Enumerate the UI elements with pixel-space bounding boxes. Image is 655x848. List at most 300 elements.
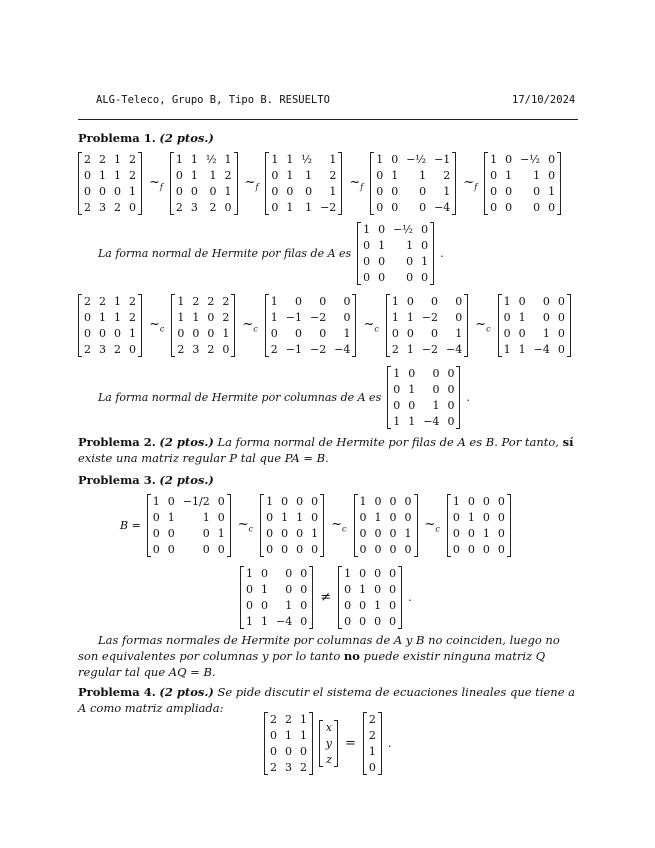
equals-symbol: = xyxy=(345,736,356,751)
matrix-cell: 2 xyxy=(84,295,91,308)
matrix-cell: 3 xyxy=(99,343,106,356)
matrix-cell: 1 xyxy=(286,201,294,214)
p1-row-reduction xyxy=(78,152,561,215)
matrix-cell: 1 xyxy=(359,495,367,508)
matrix-cell: −4 xyxy=(276,615,293,628)
matrix-cell: 2 xyxy=(222,295,230,308)
matrix-cell: 2 xyxy=(329,169,337,182)
matrix-cell: 0 xyxy=(391,185,399,198)
matrix-cell: 2 xyxy=(84,201,91,214)
matrix-cell: 0 xyxy=(497,495,505,508)
matrix-cell: 1 xyxy=(548,185,556,198)
matrix-cell: 0 xyxy=(548,153,556,166)
matrix-cell: 1 xyxy=(542,327,550,340)
matrix-cell: 0 xyxy=(482,495,490,508)
matrix-cell: 1 xyxy=(300,713,307,726)
matrix-cell: 1 xyxy=(374,511,382,524)
matrix-cell: 0 xyxy=(467,495,475,508)
p1-col-matrix-2 xyxy=(171,294,235,357)
header-rule xyxy=(78,119,578,120)
matrix-cell: 1 xyxy=(393,367,401,380)
matrix-cell: 0 xyxy=(295,295,302,308)
matrix-cell: 1 xyxy=(518,311,526,324)
matrix-cell: 0 xyxy=(389,527,397,540)
p1-col-matrix-3 xyxy=(265,294,357,357)
matrix-cell: 0 xyxy=(281,543,289,556)
p1-col-op: $\sim_c$ xyxy=(242,317,258,334)
matrix-cell: 0 xyxy=(177,327,185,340)
matrix-cell: 0 xyxy=(296,543,304,556)
matrix-cell: −4 xyxy=(446,343,463,356)
matrix-cell: 0 xyxy=(548,169,556,182)
matrix-cell: 0 xyxy=(246,583,253,596)
p3-b-label: B = xyxy=(120,519,141,532)
matrix-cell: 0 xyxy=(393,383,401,396)
p3-conclusion-a: Las formas normales de Hermite por columnas de A y B no coinciden, luego no son equivalentes por columnas y por lo tanto xyxy=(78,633,560,663)
matrix-cell: 0 xyxy=(266,527,274,540)
matrix-cell: −4 xyxy=(334,343,351,356)
p1-row-op: $\sim_f$ xyxy=(244,175,259,192)
matrix-cell: 0 xyxy=(363,271,371,284)
matrix-cell: 0 xyxy=(84,311,91,324)
matrix-cell: 1 xyxy=(270,295,278,308)
matrix-cell: 2 xyxy=(192,295,200,308)
matrix-cell: −½ xyxy=(520,153,541,166)
matrix-cell: 0 xyxy=(266,543,274,556)
matrix-cell: 1 xyxy=(202,511,210,524)
matrix-cell: 1 xyxy=(246,615,253,628)
matrix-cell: 1 xyxy=(443,185,451,198)
matrix-cell: 1 xyxy=(114,153,121,166)
matrix-cell: 1 xyxy=(482,527,490,540)
p3-neq-right-matrix xyxy=(338,566,402,629)
matrix-cell: 0 xyxy=(497,511,505,524)
matrix-cell: 1 xyxy=(266,495,274,508)
hermite-row-matrix xyxy=(357,222,434,285)
matrix-cell: 0 xyxy=(359,567,367,580)
matrix-cell: 0 xyxy=(84,327,91,340)
p1-row-matrix-5 xyxy=(484,152,561,215)
p3-pts: (2 ptos.) xyxy=(159,473,214,487)
matrix-cell: 0 xyxy=(344,583,352,596)
matrix-cell: 1 xyxy=(363,223,371,236)
p1-row-result-matrix xyxy=(357,222,434,285)
matrix-cell: 0 xyxy=(389,543,397,556)
matrix-cell: 0 xyxy=(281,495,289,508)
matrix-cell: 0 xyxy=(518,327,526,340)
p1-title: Problema 1. xyxy=(78,131,156,145)
matrix-cell: 1 xyxy=(114,295,121,308)
matrix-cell: 1 xyxy=(261,583,268,596)
matrix-cell: 0 xyxy=(359,511,367,524)
matrix-cell: 0 xyxy=(378,271,386,284)
matrix-cell: 0 xyxy=(467,543,475,556)
matrix-cell: 0 xyxy=(374,527,382,540)
p4-system: 2 2 1 0 1 1 0 0 0 2 3 2 x y z = 2 2 1 0 . xyxy=(264,712,391,775)
matrix-cell: 0 xyxy=(261,599,268,612)
matrix-cell: 0 xyxy=(217,495,225,508)
matrix-cell: 0 xyxy=(246,599,253,612)
matrix-cell: 0 xyxy=(404,511,412,524)
matrix-cell: 1 xyxy=(391,295,399,308)
p1-col-result-matrix xyxy=(387,366,460,429)
matrix-cell: 0 xyxy=(447,383,455,396)
matrix-cell: 1 xyxy=(281,511,289,524)
matrix-cell: 0 xyxy=(378,255,386,268)
matrix-cell: −½ xyxy=(393,223,414,236)
matrix-cell: 0 xyxy=(505,153,513,166)
matrix-cell: 1 xyxy=(329,185,337,198)
matrix-cell: 0 xyxy=(167,495,175,508)
matrix-cell: 1 xyxy=(408,415,416,428)
matrix-cell: 0 xyxy=(363,239,371,252)
matrix-cell: 0 xyxy=(389,583,397,596)
matrix-cell: 0 xyxy=(270,729,277,742)
matrix-cell: 0 xyxy=(432,383,440,396)
p3-comparison: 1 0 0 0 0 1 0 0 0 0 1 0 1 1 −4 0 ≠ 1 0 0 0 0 1 0 0 0 0 1 0 0 0 0 0 . xyxy=(240,566,412,629)
matrix-cell: 1 xyxy=(378,239,386,252)
matrix-cell: 0 xyxy=(343,311,351,324)
matrix-cell: 1 xyxy=(129,185,136,198)
matrix-cell: 0 xyxy=(300,615,308,628)
matrix-cell: 0 xyxy=(271,201,279,214)
p1-col-op: $\sim_c$ xyxy=(363,317,379,334)
matrix-cell: 3 xyxy=(99,201,106,214)
matrix-cell: 0 xyxy=(490,185,498,198)
matrix-cell: 0 xyxy=(503,327,511,340)
matrix-cell: 1 xyxy=(455,327,463,340)
matrix-cell: 0 xyxy=(376,201,384,214)
header-date: 17/10/2024 xyxy=(512,94,576,106)
matrix-cell: 1 xyxy=(286,169,294,182)
matrix-cell: 0 xyxy=(167,527,175,540)
matrix-cell: 2 xyxy=(222,311,230,324)
matrix-cell: 0 xyxy=(285,745,292,758)
p1-pts: (2 ptos.) xyxy=(159,131,214,145)
matrix-cell: y xyxy=(325,737,332,750)
matrix-cell: 2 xyxy=(129,295,136,308)
p3-matrix-1 xyxy=(147,494,231,557)
matrix-cell: 1 xyxy=(246,567,253,580)
matrix-cell: 0 xyxy=(505,201,513,214)
matrix-cell: 1 xyxy=(300,729,307,742)
matrix-cell: 2 xyxy=(177,343,185,356)
p3-conclusion-bold: no xyxy=(343,649,360,663)
p4-matrix-a xyxy=(264,712,313,775)
matrix-cell: 1 xyxy=(329,153,337,166)
p3-col-reduction xyxy=(120,494,511,557)
matrix-cell: −4 xyxy=(423,415,440,428)
matrix-cell: 0 xyxy=(406,255,414,268)
matrix-cell: 1 xyxy=(129,327,136,340)
matrix-cell: 0 xyxy=(503,311,511,324)
matrix-cell: 0 xyxy=(368,761,376,774)
matrix-cell: 1 xyxy=(224,185,232,198)
p3-matrix-4 xyxy=(447,494,511,557)
matrix-cell: 2 xyxy=(391,343,399,356)
matrix-cell: 1 xyxy=(271,153,279,166)
p1-col-matrix-5 xyxy=(498,294,571,357)
matrix-cell: 0 xyxy=(311,543,319,556)
matrix-cell: 0 xyxy=(406,271,414,284)
matrix-cell: 0 xyxy=(404,543,412,556)
matrix-cell: −2 xyxy=(320,201,337,214)
matrix-cell: −½ xyxy=(406,153,427,166)
matrix-cell: 0 xyxy=(285,583,293,596)
matrix-cell: 0 xyxy=(305,185,313,198)
matrix-cell: 1 xyxy=(270,311,278,324)
matrix-cell: 0 xyxy=(490,201,498,214)
matrix-cell: 0 xyxy=(542,295,550,308)
matrix-cell: 0 xyxy=(296,495,304,508)
matrix-cell: 0 xyxy=(542,311,550,324)
matrix-cell: 0 xyxy=(557,295,565,308)
matrix-cell: 0 xyxy=(421,223,429,236)
matrix-cell: 1 xyxy=(167,511,175,524)
matrix-cell: 1 xyxy=(296,511,304,524)
matrix-cell: 2 xyxy=(270,713,277,726)
matrix-cell: 0 xyxy=(406,295,414,308)
p4-text: Se pide discutir el sistema de ecuaciones lineales que tiene a A como matriz ampliada: xyxy=(78,685,576,715)
matrix-cell: −1/2 xyxy=(182,495,210,508)
matrix-cell: 1 xyxy=(305,169,313,182)
matrix-cell: 0 xyxy=(533,185,541,198)
matrix-cell: 1 xyxy=(432,399,440,412)
matrix-cell: −4 xyxy=(533,343,550,356)
matrix-cell: 0 xyxy=(84,185,91,198)
matrix-cell: −1 xyxy=(434,153,451,166)
matrix-cell: 2 xyxy=(175,201,183,214)
matrix-cell: 0 xyxy=(548,201,556,214)
matrix-cell: 0 xyxy=(152,543,160,556)
matrix-cell: 1 xyxy=(99,169,106,182)
matrix-cell: 0 xyxy=(455,295,463,308)
matrix-cell: 0 xyxy=(129,343,136,356)
matrix-cell: 0 xyxy=(311,495,319,508)
matrix-cell: −2 xyxy=(421,343,439,356)
matrix-cell: 0 xyxy=(311,511,319,524)
matrix-cell: 2 xyxy=(129,153,136,166)
p2-text-a: La forma normal de Hermite por filas de A es B. Por tanto, xyxy=(217,435,559,449)
matrix-cell: 0 xyxy=(300,745,307,758)
matrix-cell: 0 xyxy=(167,543,175,556)
matrix-cell: 0 xyxy=(557,327,565,340)
matrix-cell: −4 xyxy=(434,201,451,214)
matrix-cell: −1 xyxy=(285,311,302,324)
matrix-cell: 0 xyxy=(207,327,215,340)
p3-op: $\sim_c$ xyxy=(237,517,254,534)
matrix-cell: 1 xyxy=(192,311,200,324)
p1-row-op: $\sim_f$ xyxy=(149,175,163,192)
matrix-cell: 0 xyxy=(391,201,399,214)
matrix-cell: 0 xyxy=(319,327,327,340)
matrix-cell: 0 xyxy=(389,599,397,612)
matrix-cell: 0 xyxy=(300,599,308,612)
p2-title: Problema 2. xyxy=(78,435,156,449)
matrix-cell: 0 xyxy=(286,185,294,198)
matrix-cell: 0 xyxy=(557,311,565,324)
matrix-cell: 0 xyxy=(152,527,160,540)
matrix-cell: 0 xyxy=(114,185,121,198)
matrix-cell: 3 xyxy=(192,343,200,356)
matrix-cell: 0 xyxy=(432,367,440,380)
matrix-cell: −2 xyxy=(310,311,327,324)
matrix-cell: 0 xyxy=(175,169,183,182)
p3-neq-left-matrix xyxy=(240,566,313,629)
matrix-cell: 0 xyxy=(376,169,384,182)
matrix-cell: 1 xyxy=(406,343,414,356)
matrix-cell: 1 xyxy=(421,255,429,268)
matrix-cell: 2 xyxy=(224,169,232,182)
matrix-cell: 2 xyxy=(99,295,106,308)
matrix-cell: 1 xyxy=(190,169,198,182)
matrix-cell: 0 xyxy=(270,327,278,340)
matrix-cell: 0 xyxy=(202,527,210,540)
hermite-col-matrix xyxy=(387,366,460,429)
matrix-cell: 1 xyxy=(209,169,217,182)
matrix-cell: 1 xyxy=(99,311,106,324)
matrix-cell: 1 xyxy=(311,527,319,540)
matrix-cell: 0 xyxy=(389,511,397,524)
matrix-cell: 0 xyxy=(344,615,352,628)
matrix-cell: 0 xyxy=(482,511,490,524)
matrix-cell: 0 xyxy=(374,495,382,508)
matrix-cell: 1 xyxy=(404,527,412,540)
matrix-cell: 1 xyxy=(285,599,293,612)
p4-vector-rhs xyxy=(363,712,382,775)
p1-row-matrix-2 xyxy=(170,152,238,215)
matrix-cell: 0 xyxy=(359,543,367,556)
p3-heading xyxy=(78,472,580,488)
p2-bold: sí xyxy=(562,435,574,449)
matrix-cell: 0 xyxy=(452,511,460,524)
matrix-cell: 2 xyxy=(114,343,121,356)
matrix-cell: 0 xyxy=(391,153,399,166)
p1-heading xyxy=(78,130,580,146)
matrix-cell: 0 xyxy=(389,495,397,508)
p1-col-result-text: La forma normal de Hermite por columnas de A es xyxy=(98,391,382,404)
matrix-cell: 2 xyxy=(270,761,277,774)
matrix-cell: 0 xyxy=(114,327,121,340)
p3-matrix-3 xyxy=(354,494,418,557)
matrix-cell: 0 xyxy=(359,527,367,540)
p3-matrix-2 xyxy=(260,494,324,557)
matrix-cell: 0 xyxy=(482,543,490,556)
matrix-cell: 2 xyxy=(443,169,451,182)
matrix-cell: ½ xyxy=(205,153,217,166)
matrix-cell: 1 xyxy=(368,745,376,758)
matrix-cell: 0 xyxy=(391,327,399,340)
matrix-cell: 0 xyxy=(84,169,91,182)
matrix-cell: 0 xyxy=(557,343,565,356)
matrix-cell: 0 xyxy=(192,327,200,340)
p1-row-matrix-1 xyxy=(78,152,142,215)
matrix-cell: 0 xyxy=(533,201,541,214)
matrix-cell: 0 xyxy=(374,583,382,596)
matrix-cell: 1 xyxy=(518,343,526,356)
matrix-cell: 2 xyxy=(84,343,91,356)
matrix-cell: 1 xyxy=(222,327,230,340)
matrix-cell: 1 xyxy=(177,295,185,308)
matrix-cell: 0 xyxy=(99,327,106,340)
matrix-cell: 1 xyxy=(190,153,198,166)
matrix-cell: 0 xyxy=(431,295,439,308)
matrix-cell: 0 xyxy=(419,185,427,198)
matrix-cell: 0 xyxy=(281,527,289,540)
p1-col-matrix-4 xyxy=(386,294,468,357)
matrix-cell: 1 xyxy=(286,153,294,166)
matrix-cell: 1 xyxy=(175,153,183,166)
matrix-cell: 0 xyxy=(452,527,460,540)
p3-conclusion xyxy=(78,632,580,680)
p1-row-op: $\sim_f$ xyxy=(463,175,478,192)
matrix-cell: 0 xyxy=(408,367,416,380)
matrix-cell: 1 xyxy=(305,201,313,214)
matrix-cell: 3 xyxy=(190,201,198,214)
matrix-cell: 0 xyxy=(217,543,225,556)
matrix-cell: 1 xyxy=(406,239,414,252)
matrix-cell: 0 xyxy=(408,399,416,412)
p4-pts: (2 ptos.) xyxy=(159,685,214,699)
p1-row-matrix-4 xyxy=(370,152,456,215)
matrix-cell: 1 xyxy=(505,169,513,182)
p1-col-result: La forma normal de Hermite por columnas de A es 1 0 0 0 0 1 0 0 0 0 1 0 1 1 −4 0 . xyxy=(98,367,470,428)
matrix-cell: 1 xyxy=(503,343,511,356)
matrix-cell: 2 xyxy=(84,153,91,166)
matrix-cell: 0 xyxy=(389,567,397,580)
matrix-cell: 0 xyxy=(363,255,371,268)
matrix-cell: 2 xyxy=(129,311,136,324)
p4-vector-vars xyxy=(319,720,338,767)
matrix-cell: 0 xyxy=(296,527,304,540)
p2-pts: (2 ptos.) xyxy=(159,435,214,449)
p3-title: Problema 3. xyxy=(78,473,156,487)
matrix-cell: 0 xyxy=(431,327,439,340)
matrix-cell: 0 xyxy=(455,311,463,324)
matrix-cell: 0 xyxy=(271,185,279,198)
p1-col-op: $\sim_c$ xyxy=(149,317,165,334)
matrix-cell: 0 xyxy=(421,271,429,284)
p3-op: $\sim_c$ xyxy=(331,517,347,534)
matrix-cell: 2 xyxy=(207,295,215,308)
matrix-cell: 0 xyxy=(222,343,230,356)
p3-conclusion-b: puede existir ninguna matriz Q regular tal que AQ = B. xyxy=(78,649,546,679)
matrix-cell: 0 xyxy=(497,527,505,540)
p1-col-reduction xyxy=(78,294,571,357)
matrix-cell: 0 xyxy=(207,311,215,324)
matrix-cell: 0 xyxy=(447,399,455,412)
matrix-cell: 0 xyxy=(271,169,279,182)
p1-col-matrix-1 xyxy=(78,294,142,357)
matrix-cell: 0 xyxy=(209,185,217,198)
matrix-cell: 1 xyxy=(114,311,121,324)
matrix-cell: 1 xyxy=(285,729,292,742)
matrix-cell: 0 xyxy=(266,511,274,524)
matrix-cell: 2 xyxy=(207,343,215,356)
matrix-cell: 2 xyxy=(368,713,376,726)
p2-paragraph xyxy=(78,434,580,466)
matrix-cell: 0 xyxy=(99,185,106,198)
matrix-cell: 0 xyxy=(359,615,367,628)
matrix-cell: 1 xyxy=(419,169,427,182)
p1-row-op: $\sim_f$ xyxy=(349,175,364,192)
p1-row-result: La forma normal de Hermite por filas de A es 1 0 −½ 0 0 1 1 0 0 0 0 1 0 0 0 0 . xyxy=(98,223,444,284)
matrix-cell: 0 xyxy=(295,327,302,340)
matrix-cell: 1 xyxy=(217,527,225,540)
matrix-cell: 0 xyxy=(378,223,386,236)
matrix-cell: 0 xyxy=(419,201,427,214)
matrix-cell: 1 xyxy=(391,169,399,182)
